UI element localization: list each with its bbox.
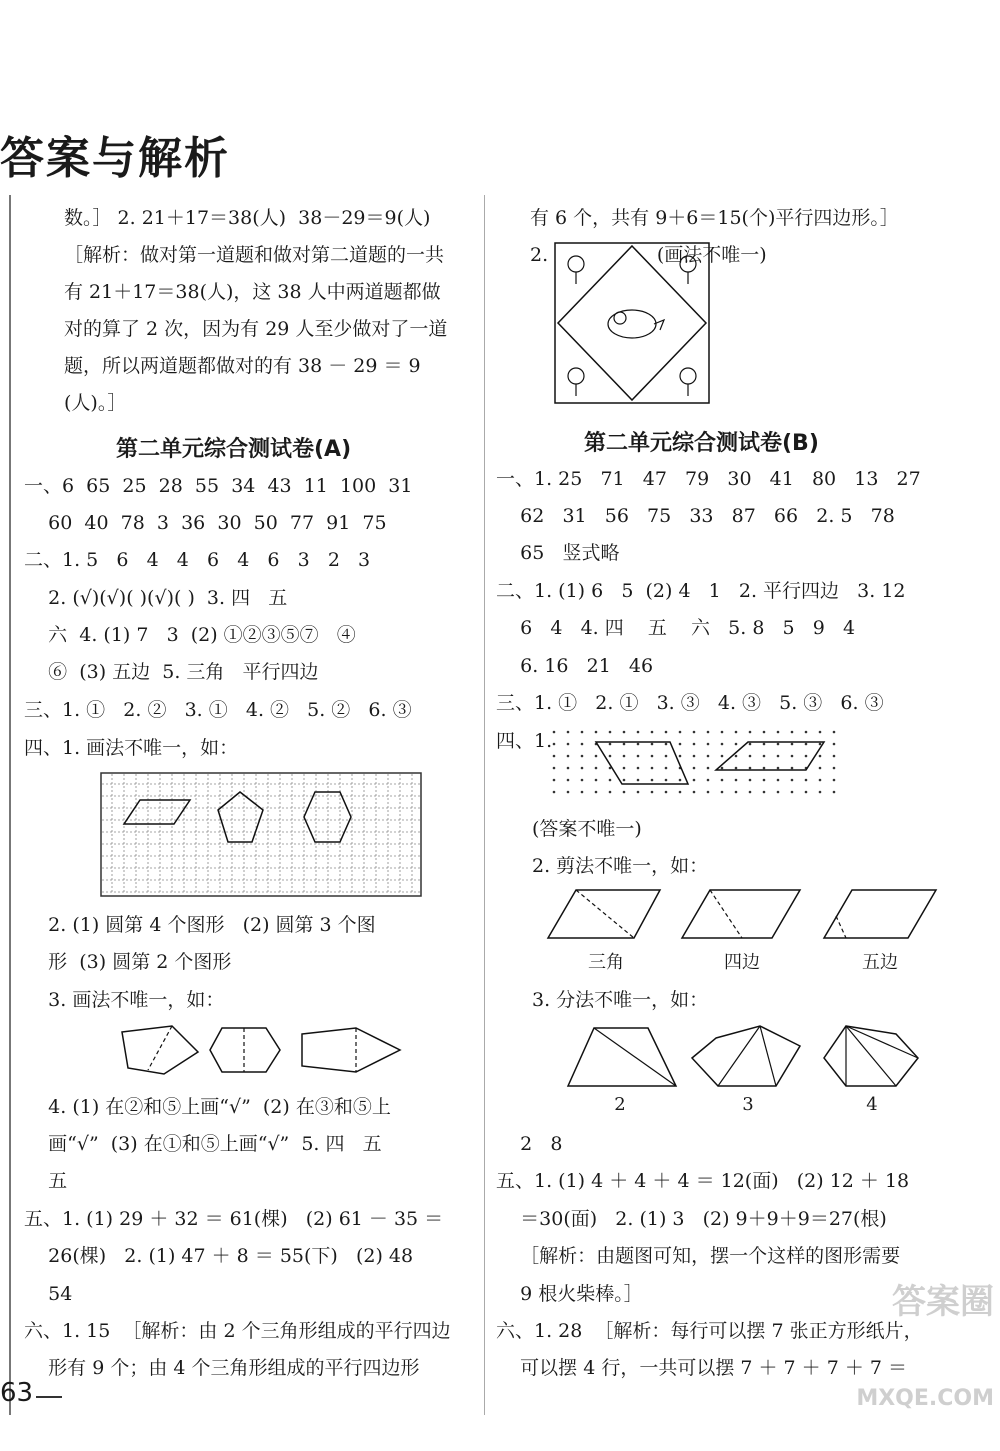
grid-dot: [707, 743, 710, 746]
grid-dot: [623, 791, 626, 794]
grid-dot: [819, 779, 822, 782]
grid-dot: [693, 767, 696, 770]
grid-dot: [623, 755, 626, 758]
right-line: 3. 分法不唯一，如：: [532, 989, 709, 1011]
right-line: 9 根火柴棒。］: [496, 1283, 643, 1305]
divided-shapes: [566, 1024, 922, 1090]
watermark-line: 答案圈: [892, 1282, 994, 1322]
grid-dot: [679, 791, 682, 794]
right-line: 六、1. 28 ［解析：每行可以摆 7 张正方形纸片，: [496, 1320, 923, 1342]
page-title: 答案与解析: [0, 133, 230, 184]
grid-dot: [679, 731, 682, 734]
left-line: 五: [24, 1170, 68, 1192]
right-line: 四、1.: [496, 730, 553, 752]
answer-note: (答案不唯一): [532, 818, 642, 840]
grid-dot: [651, 731, 654, 734]
left-line: 3. 画法不唯一，如：: [24, 989, 225, 1011]
grid-dot: [665, 791, 668, 794]
page-number: 63: [0, 1378, 34, 1408]
column-divider: [484, 195, 485, 1415]
left-line: 五、1. (1) 29 ＋ 32 ＝ 61(棵) (2) 61 － 35 ＝: [24, 1208, 444, 1230]
grid-dot: [819, 791, 822, 794]
grid-dot: [721, 755, 724, 758]
grid-dot: [735, 731, 738, 734]
grid-dot: [693, 743, 696, 746]
grid-dot: [735, 755, 738, 758]
grid-dot: [763, 731, 766, 734]
right-line: 二、1. (1) 6 5 (2) 4 1 2. 平行四边 3. 12: [496, 580, 906, 602]
grid-dot: [777, 731, 780, 734]
grid-dot: [679, 779, 682, 782]
left-line: 数。］ 2. 21＋17＝38(人) 38－29＝9(人): [64, 207, 431, 229]
section-heading-a: 第二单元综合测试卷(A): [116, 437, 352, 462]
grid-dot: [581, 731, 584, 734]
grid-dot: [581, 743, 584, 746]
grid-dot: [819, 743, 822, 746]
cut-label: 三角: [588, 952, 624, 973]
grid-dot: [693, 755, 696, 758]
left-line: 四、1. 画法不唯一，如：: [24, 737, 239, 759]
right-line: 可以摆 4 行，一共可以摆 7 ＋ 7 ＋ 7 ＋ 7 ＝: [496, 1357, 907, 1379]
grid-dot: [637, 779, 640, 782]
left-line: 三、1. ① 2. ② 3. ① 4. ② 5. ② 6. ③: [24, 699, 412, 721]
left-line: 形 (3) 圆第 2 个图形: [24, 951, 232, 973]
grid-dot: [749, 779, 752, 782]
left-line: 画“√” (3) 在①和⑤上画“√” 5. 四 五: [24, 1133, 382, 1155]
grid-dot: [777, 767, 780, 770]
division-count: 3: [742, 1094, 754, 1115]
cut-parallelograms: [546, 888, 938, 942]
grid-dot: [609, 755, 612, 758]
grid-dot: [553, 731, 556, 734]
grid-dot: [749, 743, 752, 746]
division-count: 2: [614, 1094, 626, 1115]
watermark: [856, 1217, 994, 1445]
grid-dot: [679, 743, 682, 746]
right-line: 五、1. (1) 4 ＋ 4 ＋ 4 ＝ 12(面) (2) 12 ＋ 18: [496, 1170, 910, 1192]
grid-dot: [833, 755, 836, 758]
grid-dot: [623, 779, 626, 782]
grid-dot: [595, 767, 598, 770]
grid-dot: [763, 755, 766, 758]
grid-dot: [763, 743, 766, 746]
grid-dot: [763, 791, 766, 794]
grid-dot: [651, 743, 654, 746]
grid-dot: [749, 791, 752, 794]
left-line: 2. (1) 圆第 4 个图形 (2) 圆第 3 个图: [24, 914, 376, 936]
grid-dot: [553, 791, 556, 794]
grid-dot: [805, 791, 808, 794]
left-line: 有 21＋17＝38(人)，这 38 人中两道题都做: [64, 281, 441, 303]
grid-dot: [749, 731, 752, 734]
grid-dot: [553, 779, 556, 782]
grid-dot: [707, 755, 710, 758]
grid-dot: [595, 755, 598, 758]
grid-dot: [721, 779, 724, 782]
left-line: 六、1. 15 ［解析：由 2 个三角形组成的平行四边: [24, 1320, 451, 1342]
grid-dot: [833, 743, 836, 746]
left-line: 2. (√)(√)( )(√)( ) 3. 四 五: [24, 587, 288, 609]
grid-dot: [749, 755, 752, 758]
grid-dot: [637, 791, 640, 794]
grid-dot: [581, 767, 584, 770]
grid-dot: [777, 791, 780, 794]
grid-dot: [665, 743, 668, 746]
grid-dot: [735, 767, 738, 770]
left-line: 六 4. (1) 7 3 (2) ①②③⑤⑦ ④: [24, 624, 356, 646]
grid-dot: [735, 791, 738, 794]
right-line: 有 6 个，共有 9＋6＝15(个)平行四边形。］: [530, 207, 899, 229]
grid-dot: [553, 755, 556, 758]
grid-dot: [693, 731, 696, 734]
grid-dot: [637, 743, 640, 746]
grid-dot: [791, 731, 794, 734]
grid-dot: [651, 779, 654, 782]
grid-dot: [791, 779, 794, 782]
grid-dot: [707, 731, 710, 734]
cut-label: 五边: [862, 952, 898, 973]
margin-rule: [9, 195, 11, 1415]
grid-dot: [595, 731, 598, 734]
grid-dot: [679, 755, 682, 758]
left-line: ⑥ (3) 五边 5. 三角 平行四边: [24, 661, 319, 683]
watermark-line: MXQE.COM: [856, 1386, 994, 1411]
grid-dot: [567, 755, 570, 758]
cut-label: 四边: [724, 952, 760, 973]
left-line: 26(棵) 2. (1) 47 ＋ 8 ＝ 55(下) (2) 48: [24, 1245, 414, 1267]
left-line: 54: [24, 1283, 73, 1305]
grid-dot: [623, 731, 626, 734]
grid-dot: [777, 755, 780, 758]
grid-dot: [609, 791, 612, 794]
dotted-grid-figure: [100, 772, 422, 897]
right-line: 2 8: [496, 1133, 563, 1155]
framed-diamond-figure: [554, 242, 710, 404]
grid-dot: [581, 791, 584, 794]
right-line: 三、1. ① 2. ① 3. ③ 4. ③ 5. ③ 6. ③: [496, 692, 884, 714]
grid-dot: [721, 731, 724, 734]
grid-dot: [833, 767, 836, 770]
right-line: 2. (画法不唯一): [530, 244, 767, 266]
grid-dot: [735, 743, 738, 746]
grid-dot: [665, 767, 668, 770]
grid-dot: [833, 731, 836, 734]
right-line: 6 4 4. 四 五 六 5. 8 5 9 4: [496, 617, 856, 639]
grid-dot: [693, 779, 696, 782]
page-number-dash: [36, 1396, 62, 1398]
left-line: 60 40 78 3 36 30 50 77 91 75: [24, 512, 387, 534]
dot-grid-parallelograms: [546, 728, 836, 800]
grid-dot: [721, 743, 724, 746]
grid-dot: [819, 731, 822, 734]
grid-dot: [707, 767, 710, 770]
grid-dot: [553, 743, 556, 746]
grid-dot: [735, 779, 738, 782]
grid-dot: [791, 743, 794, 746]
left-line: 4. (1) 在②和⑤上画“√” (2) 在③和⑤上: [24, 1096, 391, 1118]
right-line: 62 31 56 75 33 87 66 2. 5 78: [496, 505, 895, 527]
grid-dot: [637, 731, 640, 734]
grid-dot: [749, 767, 752, 770]
grid-dot: [609, 731, 612, 734]
polygon-split-figures: [118, 1022, 408, 1078]
grid-dot: [567, 743, 570, 746]
grid-dot: [609, 779, 612, 782]
section-heading-b: 第二单元综合测试卷(B): [584, 431, 819, 456]
grid-dot: [623, 743, 626, 746]
grid-dot: [693, 791, 696, 794]
left-line: 形有 9 个；由 4 个三角形组成的平行四边形: [24, 1357, 420, 1379]
grid-dot: [805, 731, 808, 734]
left-line: 一、6 65 25 28 55 34 43 11 100 31: [24, 475, 413, 497]
grid-dot: [651, 767, 654, 770]
grid-dot: [637, 755, 640, 758]
division-count: 4: [866, 1094, 878, 1115]
grid-dot: [763, 767, 766, 770]
grid-dot: [609, 743, 612, 746]
grid-dot: [833, 779, 836, 782]
grid-dot: [665, 779, 668, 782]
right-line: 6. 16 21 46: [496, 655, 654, 677]
left-line: 对的算了 2 次，因为有 29 人至少做对了一道: [64, 318, 448, 340]
grid-dot: [651, 791, 654, 794]
grid-dot: [637, 767, 640, 770]
grid-dot: [665, 731, 668, 734]
grid-dot: [567, 731, 570, 734]
right-line: 一、1. 25 71 47 79 30 41 80 13 27: [496, 468, 921, 490]
grid-dot: [581, 755, 584, 758]
grid-dot: [567, 779, 570, 782]
grid-dot: [819, 767, 822, 770]
grid-dot: [553, 767, 556, 770]
right-line: 65 竖式略: [496, 542, 620, 564]
grid-dot: [763, 779, 766, 782]
left-line: 二、1. 5 6 4 4 6 4 6 3 2 3: [24, 549, 371, 571]
grid-dot: [581, 779, 584, 782]
grid-dot: [791, 791, 794, 794]
grid-dot: [567, 791, 570, 794]
grid-dot: [651, 755, 654, 758]
grid-dot: [805, 779, 808, 782]
right-line: ［解析：由题图可知，摆一个这样的图形需要: [496, 1245, 901, 1267]
grid-dot: [623, 767, 626, 770]
left-line: (人)。］: [64, 392, 127, 414]
left-line: ［解析：做对第一道题和做对第二道题的一共: [64, 244, 445, 266]
left-line: 题，所以两道题都做对的有 38 － 29 ＝ 9: [64, 355, 421, 377]
grid-dot: [805, 755, 808, 758]
grid-dot: [833, 791, 836, 794]
grid-dot: [791, 767, 794, 770]
grid-dot: [777, 779, 780, 782]
grid-dot: [567, 767, 570, 770]
grid-dot: [721, 767, 724, 770]
right-line: 2. 剪法不唯一，如：: [532, 855, 709, 877]
grid-dot: [595, 791, 598, 794]
grid-dot: [721, 791, 724, 794]
grid-dot: [805, 743, 808, 746]
grid-dot: [595, 779, 598, 782]
grid-dot: [791, 755, 794, 758]
grid-dot: [819, 755, 822, 758]
grid-dot: [707, 791, 710, 794]
grid-dot: [707, 779, 710, 782]
right-line: ＝30(面) 2. (1) 3 (2) 9＋9＋9＝27(根): [496, 1208, 887, 1230]
grid-dot: [777, 743, 780, 746]
grid-dot: [665, 755, 668, 758]
